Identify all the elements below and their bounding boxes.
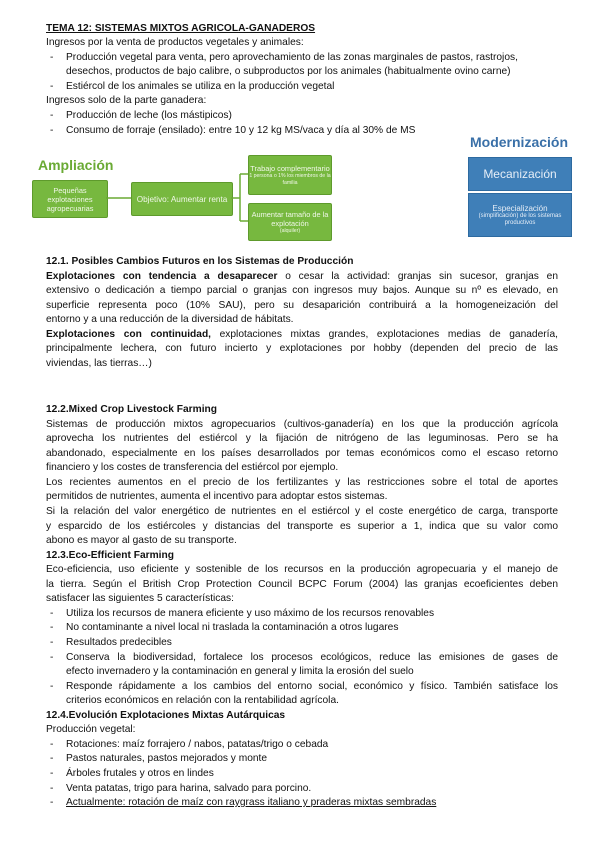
list-item: Pastos naturales, pastos mejorados y monte bbox=[66, 753, 268, 764]
paragraph-line: aprovecha los nutrientes del estiércol y la fijación de nitrógeno de las leguminosas. Pero se ha bbox=[46, 433, 558, 444]
bullet-dash: - bbox=[50, 637, 54, 648]
box-especializacion-label: Especialización bbox=[492, 203, 548, 213]
modernizacion-title: Modernización bbox=[470, 134, 569, 150]
paragraph-line: Si la relación del valor energético de nutrientes en el estiércol y el coste energético de carga, transporte bbox=[46, 506, 558, 517]
box-especializacion bbox=[468, 193, 572, 237]
section-heading-12-3: 12.3.Eco-Efficient Farming bbox=[46, 550, 174, 561]
ampliacion-title: Ampliación bbox=[38, 157, 114, 173]
bullet-dash: - bbox=[50, 753, 54, 764]
list-item: Árboles frutales y otros en lindes bbox=[66, 768, 214, 779]
box-trabajo-label: Trabajo complementario bbox=[250, 163, 330, 173]
list-item: Venta patatas, trigo para harina, salvado para porcino. bbox=[66, 783, 312, 794]
bullet-dash: - bbox=[50, 81, 54, 92]
section-heading-12-1: 12.1. Posibles Cambios Futuros en los Sistemas de Producción bbox=[46, 256, 354, 267]
intro-bullet: Consumo de forraje (ensilado): entre 10 y 12 kg MS/vaca y día al 30% de MS bbox=[66, 125, 416, 136]
bold-phrase: Explotaciones con tendencia a desaparecer bbox=[46, 271, 278, 282]
box-mecanizacion bbox=[468, 157, 572, 191]
paragraph-line: abandonado, especialmente en los países desarrollados por temas económicos como el escaso retorno bbox=[46, 448, 558, 459]
list-item: Conserva la biodiversidad, fortalece los procesos ecológicos, reduce las emisiones de gases de bbox=[66, 652, 558, 663]
paragraph-line: principalmente lechera, con futuro incierto y explotaciones por hobby (dependen del precio de las bbox=[46, 343, 558, 354]
paragraph-line: la tierra. Según el British Crop Protection Council BCPC Forum (2004) las granjas ecoeficientes deben bbox=[46, 579, 558, 590]
list-item: Actualmente: rotación de maíz con raygrass italiano y praderas mixtas sembradas bbox=[66, 797, 437, 808]
paragraph-line: viviendas, las tierras…) bbox=[46, 358, 152, 369]
paragraph-line: Eco-eficiencia, uso eficiente y sostenible de los recursos en la producción agropecuaria y el manejo de bbox=[46, 564, 558, 575]
bold-phrase: Explotaciones con continuidad, bbox=[46, 329, 211, 340]
paragraph-line: entorno y a una reducción de la diversidad de hábitats. bbox=[46, 314, 294, 325]
paragraph-line: Producción vegetal: bbox=[46, 724, 136, 735]
intro-bullet: Producción de leche (los mástipicos) bbox=[66, 110, 232, 121]
box-objetivo-label: Objetivo: Aumentar renta bbox=[136, 194, 228, 204]
bullet-dash: - bbox=[50, 783, 54, 794]
paragraph-line: Los recientes aumentos en el precio de los fertilizantes y las restricciones sobre el total de aportes bbox=[46, 477, 558, 488]
paragraph-line: financiero y los costes de transferencia del estiércol por ejemplo. bbox=[46, 462, 339, 473]
paragraph-line: superficie representa poco (10% SAU), pero su desaparición contribuirá a la homogeneización del bbox=[46, 300, 558, 311]
paragraph-line: Sistemas de producción mixtos agropecuarios (cultivos-ganadería) en los que la producción agrícola bbox=[46, 419, 558, 430]
list-item: Responde rápidamente a los cambios del entorno social, económico y físico. También satisface los bbox=[66, 681, 558, 692]
box-trabajo-sublabel: 1 persona o 1% los miembros de la familia bbox=[249, 172, 331, 186]
paragraph-line: permitidos de nutrientes, aumenta el incentivo para adoptar estos sistemas. bbox=[46, 491, 388, 502]
bullet-dash: - bbox=[50, 622, 54, 633]
paragraph-line bbox=[46, 328, 558, 341]
bullet-dash: - bbox=[50, 52, 54, 63]
phrase: o cesar la actividad: granjas sin sucesor, granjas en bbox=[277, 271, 558, 282]
list-item: No contaminante a nivel local ni traslada la contaminación a otros lugares bbox=[66, 622, 399, 633]
bullet-dash: - bbox=[50, 768, 54, 779]
box-aumentar-label: Aumentar tamaño de la explotación bbox=[251, 209, 329, 228]
phrase: explotaciones mixtas grandes, explotaciones medias de ganadería, bbox=[211, 329, 558, 340]
paragraph-line: abono es mayor al gasto de su transporte. bbox=[46, 535, 237, 546]
bullet-dash: - bbox=[50, 608, 54, 619]
list-item: Rotaciones: maíz forrajero / nabos, patatas/trigo o cebada bbox=[66, 739, 329, 750]
document-title: TEMA 12: SISTEMAS MIXTOS AGRICOLA-GANADEROS bbox=[46, 23, 316, 34]
intro-bullet: Producción vegetal para venta, pero aprovechamiento de las zonas marginales de pastos, rastrojos, bbox=[66, 52, 518, 63]
section-heading-12-2: 12.2.Mixed Crop Livestock Farming bbox=[46, 404, 217, 415]
paragraph-line: extensivo o dedicación a tiempo parcial o granjas con ingresos muy bajos. Aunque su nº es elevado, en bbox=[46, 285, 558, 296]
intro-bullet-cont: desechos, productos de bajo calibre, o subproductos por los animales (habitualmente ovino carne) bbox=[66, 66, 511, 77]
box-pequenas-label: Pequeñas explotaciones agropecuarias bbox=[46, 185, 94, 213]
bullet-dash: - bbox=[50, 125, 54, 136]
box-mecanizacion-label: Mecanización bbox=[483, 167, 557, 181]
paragraph-line: y esparcido de los estiércoles y distancias del transporte es superior a 1, indica que su valor como bbox=[46, 521, 558, 532]
list-item-cont: criterios económicos en relación con la rentabilidad agrícola. bbox=[66, 695, 339, 706]
paragraph-line: satisfacer las siguientes 5 características: bbox=[46, 593, 234, 604]
list-item: Utiliza los recursos de manera eficiente y uso máximo de los recursos renovables bbox=[66, 608, 435, 619]
box-aumentar-sublabel: (alquiler) bbox=[279, 227, 301, 234]
intro-bullet: Estiércol de los animales se utiliza en la producción vegetal bbox=[66, 81, 335, 92]
intro-line: Ingresos solo de la parte ganadera: bbox=[46, 95, 207, 106]
bullet-dash: - bbox=[50, 681, 54, 692]
bullet-dash: - bbox=[50, 110, 54, 121]
list-item-cont: efecto invernadero y la contaminación en general y limita la erosión del suelo bbox=[66, 666, 414, 677]
paragraph-line bbox=[46, 270, 558, 283]
section-heading-12-4: 12.4.Evolución Explotaciones Mixtas Autárquicas bbox=[46, 710, 286, 721]
bullet-dash: - bbox=[50, 739, 54, 750]
intro-line: Ingresos por la venta de productos vegetales y animales: bbox=[46, 37, 304, 48]
bullet-dash: - bbox=[50, 652, 54, 663]
box-especializacion-sublabel: (simplificación) de los sistemas productivos bbox=[478, 212, 562, 226]
bullet-dash: - bbox=[50, 797, 54, 808]
list-item: Resultados predecibles bbox=[66, 637, 172, 648]
